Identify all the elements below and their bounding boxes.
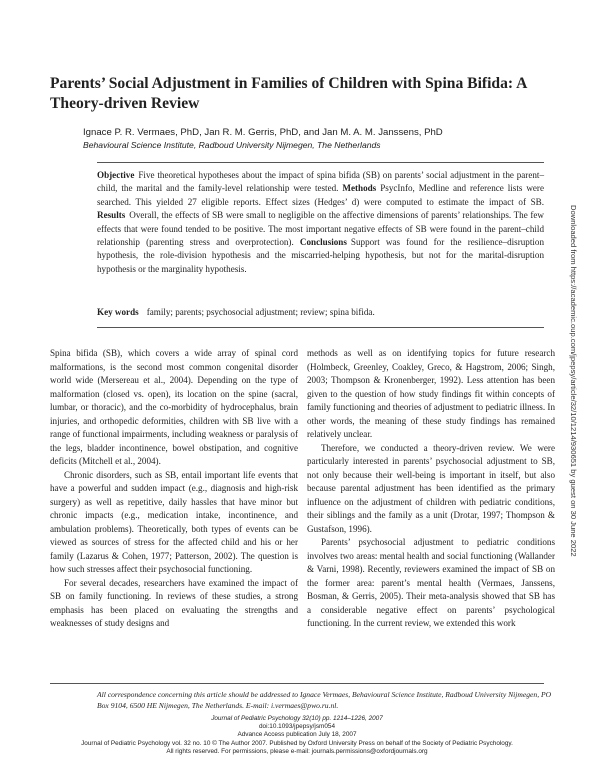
abstract-results-heading: Results: [97, 210, 126, 221]
body-paragraph: Spina bifida (SB), which covers a wide array of spinal cord malformations, is the second most common congenital disorder world wide (Mersereau et al., 2004). Depending on the type of malformation (closed vs. open), its location on the spine (sacral, lumbar, or thoracic), and the co-morbidity of hydrocephalus, brain injuries, and orthopedic deformities, children with SB live with a range of functional impairments, including weakness or paralysis of the legs, bladder incontinence, bowel obstipation, and cognitive deficits (Mitchell et al., 2004).: [50, 348, 298, 466]
abstract-conclusions-heading: Conclusions: [299, 237, 347, 248]
abstract-bottom-rule: [97, 327, 544, 328]
abstract-methods-text: PsycInfo, Medline and reference lists were searched. This yielded 27 eligible reports. Effect sizes (Hedges’ d) were computed to estimate the impact of SB.: [97, 183, 544, 207]
abstract-results-text: Overall, the effects of SB were small to negligible on the affective dimensions of parents’ relationships. The few effects that were found tended to be positive. The most important negative effects of SB were found in the parent–child relationship (parenting stress and overprotection).: [97, 210, 544, 248]
correspondence-note: All correspondence concerning this article should be addressed to Ignace Vermaes, Behavioural Science Institute, Radboud University Nijmegen, PO Box 9104, 6500 HE Nijmegen, The Netherlands. E-mail: i.vermaes@pwo.ru.nl.: [97, 690, 552, 710]
abstract-top-rule: [97, 162, 544, 163]
body-paragraph: Parents’ psychosocial adjustment to pediatric conditions involves two areas: mental health and social functioning (Wallander & Varni, 1998). Recently, reviewers examined the impact of SB on the former area: parent’s mental health (Vermaes, Janssens, Bosman, & Gerris, 2005). Their meta-analysis showed that SB has a considerable negative effect on parents’ psychological functioning. In the current review, we extended this work: [307, 537, 555, 628]
keywords-label: Key words: [97, 307, 139, 317]
download-watermark-text: Downloaded from https://academic.oup.com/jpepsy/article/32/10/1214/930651 by guest on 30 June 2022: [569, 205, 578, 557]
author-list: Ignace P. R. Vermaes, PhD, Jan R. M. Gerris, PhD, and Jan M. A. M. Janssens, PhD: [83, 127, 443, 138]
article-title: Parents’ Social Adjustment in Families of Children with Spina Bifida: A Theory-driven Review: [50, 75, 527, 112]
advance-access-date: Advance Access publication July 18, 2007: [237, 731, 357, 739]
abstract-objective-heading: Objective: [97, 170, 135, 180]
abstract-conclusions-text: Support was found for the resilience–disruption hypothesis, the role-division hypothesis and the miscarried-helping hypothesis, but not for the marital-disruption hypothesis or the marginality hypothesis.: [97, 237, 544, 274]
keywords-text: family; parents; psychosocial adjustment; review; spina bifida.: [146, 307, 375, 317]
journal-citation: Journal of Pediatric Psychology 32(10) pp. 1214–1226, 2007: [211, 715, 383, 722]
keywords: [97, 306, 544, 319]
body-column-right: [307, 347, 555, 631]
body-column-left: [50, 347, 298, 631]
journal-info: [40, 715, 554, 756]
copyright-line: Journal of Pediatric Psychology vol. 32 no. 10 © The Author 2007. Published by Oxford University Press on behalf of the Society of Pediatric Psychology.: [81, 739, 513, 747]
doi: doi:10.1093/jpepsy/jsm054: [258, 723, 336, 731]
body-paragraph: For several decades, researchers have examined the impact of SB on family functioning. In reviews of these studies, a strong emphasis has been placed on evaluating the strengths and weaknesses of study designs and: [50, 577, 298, 628]
abstract-methods-heading: Methods: [342, 183, 377, 194]
rights-line: All rights reserved. For permissions, please e-mail: journals.permissions@oxfordjournals.org: [166, 747, 428, 755]
abstract: [97, 169, 544, 276]
footer-rule: [50, 683, 544, 684]
body-paragraph: Therefore, we conducted a theory-driven review. We were particularly interested in parents’ psychosocial adjustment to SB, not only because their well-being is important in itself, but also because parental adjustment has been identified as the primary influence on the adjustment of children with pediatric conditions, their siblings and the family as a unit (Drotar, 1997; Thompson & Gustafson, 1996).: [307, 442, 555, 534]
abstract-objective-text: Five theoretical hypotheses about the impact of spina bifida (SB) on parents’ social adjustment in the parent–child, the marital and the family-level relationship were tested.: [97, 170, 544, 194]
body-paragraph: Chronic disorders, such as SB, entail important life events that have a powerful and sudden impact (e.g., diagnosis and high-risk surgery) as well as repetitive, daily hassles that have minor but chronic impacts (e.g., medication intake, incontinence, and ambulation problems). Theoretically, both types of events can be viewed as sources of stress for the affected child and his or her family (Lazarus & Cohen, 1977; Patterson, 2002). The question is how such stresses affect their psychosocial functioning.: [50, 469, 298, 574]
body-paragraph: methods as well as on identifying topics for future research (Holmbeck, Greenley, Coakley, Greco, & Hagstrom, 2006; Singh, 2003; Thompson & Kronenberger, 1992). Less attention has been given to the question of how study findings fit within concepts of family functioning and theories of adjustment to pediatric illness. In other words, the meaning of these study findings has remained relatively unclear.: [307, 348, 555, 439]
download-watermark: [568, 205, 582, 585]
author-affiliation: Behavioural Science Institute, Radboud University Nijmegen, The Netherlands: [83, 140, 381, 150]
